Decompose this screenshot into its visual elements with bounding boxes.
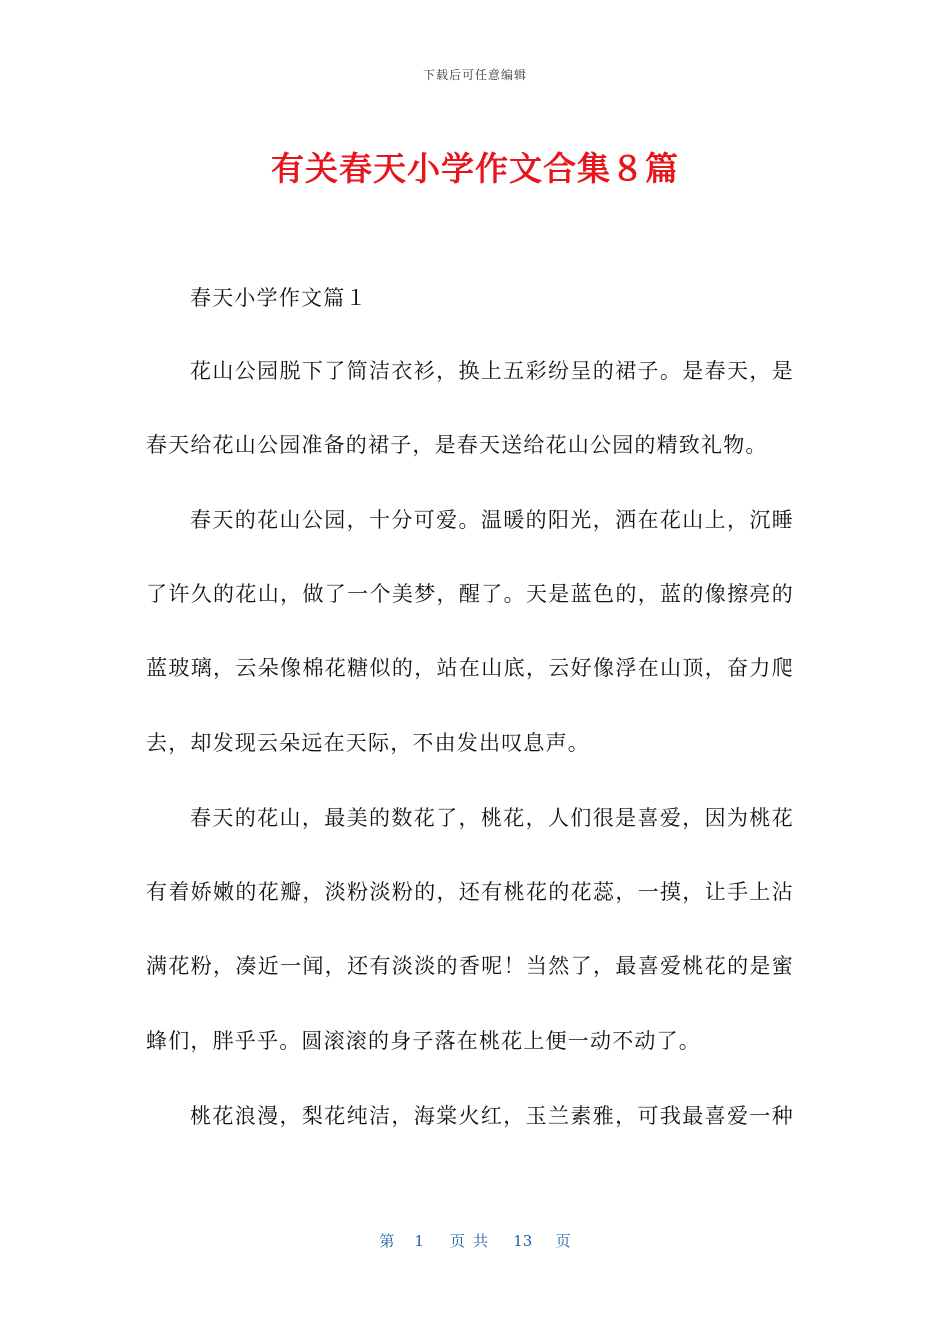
paragraph-line: 桃花浪漫，梨花纯洁，海棠火红，玉兰素雅，可我最喜爱一种 <box>190 1104 794 1128</box>
paragraph-line: 春天的花山，最美的数花了，桃花，人们很是喜爱，因为桃花 <box>190 806 794 830</box>
paragraph-line: 春天给花山公园准备的裙子，是春天送给花山公园的精致礼物。 <box>146 433 768 457</box>
page-footer <box>0 1230 950 1251</box>
paragraph-line: 满花粉，凑近一闻，还有淡淡的香呢！当然了，最喜爱桃花的是蜜 <box>146 954 794 978</box>
paragraph-line: 春天的花山公园，十分可爱。温暖的阳光，洒在花山上，沉睡 <box>190 508 794 532</box>
paragraph-line: 蜂们，胖乎乎。圆滚滚的身子落在桃花上便一动不动了。 <box>146 1029 701 1053</box>
paragraph-line: 花山公园脱下了简洁衣衫，换上五彩纷呈的裙子。是春天，是 <box>190 359 794 383</box>
page-label-prefix: 第 <box>379 1232 395 1250</box>
page-label-mid: 页共 <box>449 1232 496 1250</box>
paragraph-line: 有着娇嫩的花瓣，淡粉淡粉的，还有桃花的花蕊，一摸，让手上沾 <box>146 880 794 904</box>
section-heading: 春天小学作文篇１ <box>190 286 368 310</box>
page-label-suffix: 页 <box>555 1232 571 1250</box>
current-page-number: 1 <box>414 1232 424 1250</box>
paragraph-line: 蓝玻璃，云朵像棉花糖似的，站在山底，云好像浮在山顶，奋力爬 <box>146 656 794 680</box>
header-note: 下载后可任意编辑 <box>422 68 527 82</box>
document-title: 有关春天小学作文合集８篇 <box>271 149 679 188</box>
paragraph-line: 了许久的花山，做了一个美梦，醒了。天是蓝色的，蓝的像擦亮的 <box>146 582 794 606</box>
paragraph-line: 去，却发现云朵远在天际，不由发出叹息声。 <box>146 731 590 755</box>
total-pages-number: 13 <box>513 1232 533 1250</box>
